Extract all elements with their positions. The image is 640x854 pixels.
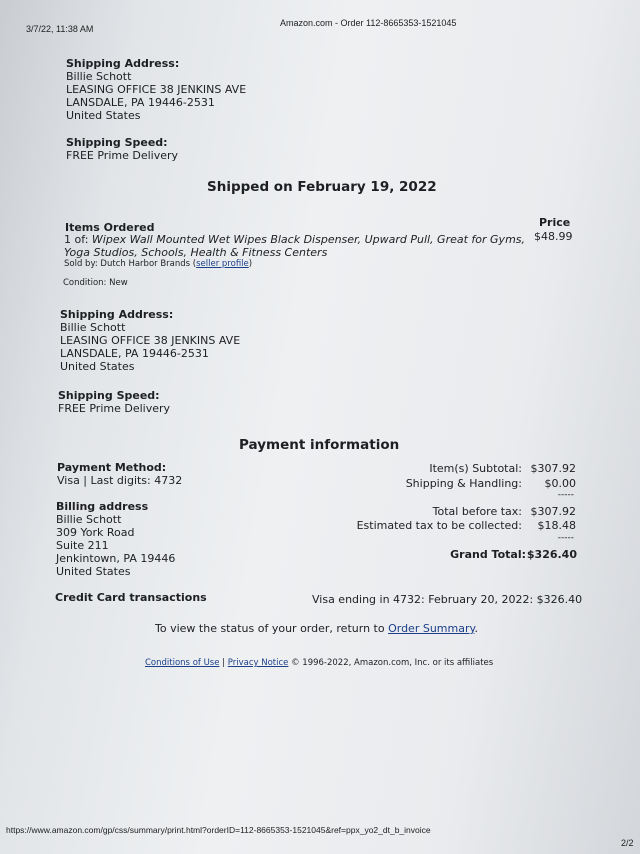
subtotal-label: Item(s) Subtotal: [429, 462, 522, 475]
shipping-address-heading: Shipping Address: [60, 308, 174, 321]
item-quantity: 1 of: [64, 233, 92, 246]
items-ordered-heading: Items Ordered [65, 221, 155, 234]
item-description: Wipex Wall Mounted Wet Wipes Black Dispenser, Upward Pull, Great for Gyms, [91, 233, 526, 246]
shipping-speed-value: FREE Prime Delivery [58, 402, 171, 415]
payment-method-value: Visa | Last digits: 4732 [57, 474, 183, 487]
billing-line: Billie Schott [56, 513, 122, 526]
privacy-notice-link[interactable]: Privacy Notice [227, 658, 289, 668]
cc-transactions-heading: Credit Card transactions [55, 591, 207, 604]
address-line: LEASING OFFICE 38 JENKINS AVE [60, 334, 241, 347]
grand-total-value: $326.40 [526, 548, 577, 561]
cc-transaction-detail: Visa ending in 4732: February 20, 2022: $326.40 [312, 593, 583, 606]
billing-address-heading: Billing address [56, 500, 149, 513]
order-summary-link[interactable]: Order Summary [388, 622, 475, 635]
item-condition: Condition: New [63, 278, 128, 288]
order-status-text: To view the status of your order, return to [155, 622, 389, 635]
payment-method [57, 461, 182, 487]
before-tax-label: Total before tax: [432, 505, 522, 518]
subtotal-value: $307.92 [530, 462, 576, 475]
top-shipping-address [66, 57, 246, 122]
shipment-shipping-speed [58, 389, 170, 415]
sold-by-close: ) [248, 259, 253, 269]
tax-value: $18.48 [537, 519, 576, 532]
address-line: LANSDALE, PA 19446-2531 [66, 96, 215, 109]
shipping-speed-heading: Shipping Speed: [58, 389, 160, 402]
address-line: United States [66, 109, 141, 122]
page-number: 2/2 [621, 838, 634, 848]
address-line: Billie Schott [60, 321, 126, 334]
top-shipping-speed [66, 136, 178, 162]
billing-line: 309 York Road [56, 526, 135, 539]
legal-footer [145, 658, 493, 669]
item-line-2 [64, 246, 327, 259]
price-heading: Price [539, 216, 571, 229]
item-price: $48.99 [534, 230, 573, 243]
sold-by-text: Sold by: Dutch Harbor Brands ( [64, 259, 197, 269]
shipment-title: Shipped on February 19, 2022 [207, 179, 437, 195]
before-tax-value: $307.92 [530, 505, 576, 518]
item-description-cont: Yoga Studios, Schools, Health & Fitness Centers [64, 246, 328, 259]
shipping-speed-value: FREE Prime Delivery [66, 149, 179, 162]
billing-line: Suite 211 [56, 539, 109, 552]
order-status-line [155, 622, 478, 635]
order-status-end: . [474, 622, 478, 635]
totals-divider: ----- [557, 490, 574, 500]
shipping-value: $0.00 [544, 477, 576, 490]
print-url: https://www.amazon.com/gp/css/summary/print.html?orderID=112-8665353-1521045&ref=ppx_yo2_dt_b_invoice [6, 825, 431, 835]
shipping-address-heading: Shipping Address: [66, 57, 180, 70]
shipping-speed-heading: Shipping Speed: [66, 136, 168, 149]
totals-divider: ----- [557, 533, 574, 543]
payment-title: Payment information [239, 437, 400, 453]
item-line-1 [64, 233, 525, 246]
address-line: United States [60, 360, 135, 373]
tax-label: Estimated tax to be collected: [356, 519, 522, 532]
print-title: Amazon.com - Order 112-8665353-1521045 [280, 18, 457, 28]
address-line: LEASING OFFICE 38 JENKINS AVE [66, 83, 247, 96]
sold-by [64, 259, 252, 270]
billing-line: United States [56, 565, 131, 578]
address-line: Billie Schott [66, 70, 132, 83]
conditions-of-use-link[interactable]: Conditions of Use [145, 658, 220, 668]
shipment-shipping-address [60, 308, 240, 373]
print-datetime: 3/7/22, 11:38 AM [26, 24, 94, 34]
grand-total-label: Grand Total: [450, 548, 526, 561]
copyright-text: © 1996-2022, Amazon.com, Inc. or its affiliates [288, 658, 494, 668]
billing-address [56, 500, 175, 578]
payment-method-heading: Payment Method: [57, 461, 167, 474]
seller-profile-link[interactable]: seller profile [196, 259, 249, 269]
shipping-label: Shipping & Handling: [405, 477, 522, 490]
billing-line: Jenkintown, PA 19446 [56, 552, 176, 565]
address-line: LANSDALE, PA 19446-2531 [60, 347, 209, 360]
legal-separator: | [219, 658, 228, 668]
